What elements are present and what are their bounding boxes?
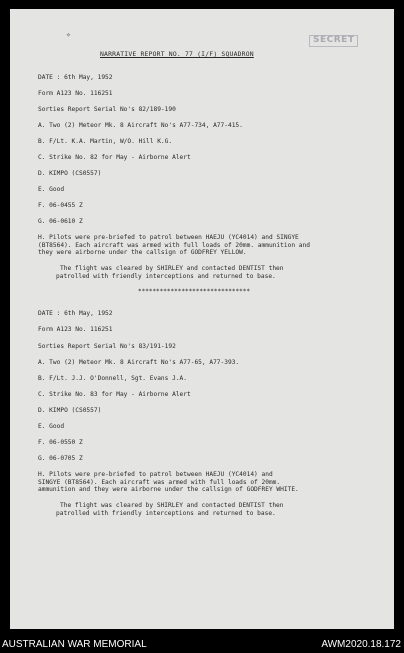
report-2-item-c: C. Strike No. 83 for May - Airborne Alert — [38, 391, 191, 398]
report-2-closing — [56, 502, 284, 517]
report-1-date: DATE : 6th May, 1952 — [38, 74, 113, 81]
report-1-closing-line: patrolled with friendly interceptions and returned to base. — [56, 272, 276, 280]
report-2-item-g: G. 06-0705 Z — [38, 455, 83, 462]
secret-stamp: SECRET — [309, 35, 358, 47]
report-1-item-b: B. F/Lt. K.A. Martin, W/O. Hill K.G. — [38, 138, 173, 145]
report-1-form: Form A123 No. 116251 — [38, 90, 113, 97]
report-2-item-b: B. F/Lt. J.J. O'Donnell, Sgt. Evans J.A. — [38, 375, 188, 382]
report-2-item-h — [38, 471, 299, 494]
report-1-serial: Sorties Report Serial No's 82/189-190 — [38, 106, 176, 113]
section-separator: ******************************* — [138, 288, 250, 295]
report-2-item-f: F. 06-0550 Z — [38, 439, 83, 446]
document-title: NARRATIVE REPORT NO. 77 (I/F) SQUADRON — [100, 50, 254, 58]
report-2-item-h-line: H. Pilots were pre-briefed to patrol between HAEJU (YC4014) and — [38, 471, 273, 478]
footer-accession-number: AWM2020.18.172 — [321, 639, 401, 650]
report-2-closing-line: patrolled with friendly interceptions and returned to base. — [56, 509, 276, 517]
report-1-closing — [56, 265, 284, 280]
footer-institution: AUSTRALIAN WAR MEMORIAL — [2, 639, 147, 650]
report-2-form: Form A123 No. 116251 — [38, 326, 113, 333]
report-1-item-h-line: H. Pilots were pre-briefed to patrol between HAEJU (YC4014) and SINGYE — [38, 234, 299, 241]
report-1-item-d: D. KIMPO (CS0557) — [38, 170, 102, 177]
punch-hole-mark: ✧ — [66, 30, 71, 39]
report-1-closing-line: The flight was cleared by SHIRLEY and contacted DENTIST then — [60, 265, 284, 272]
report-1-item-h-line: they were airborne under the callsign of GODFREY YELLOW. — [38, 249, 247, 257]
report-2-item-h-line: SINGYE (BT8564). Each aircraft was armed with full loads of 20mm. — [38, 478, 281, 486]
report-2-date: DATE : 6th May, 1952 — [38, 310, 113, 317]
report-2-closing-line: The flight was cleared by SHIRLEY and contacted DENTIST then — [60, 502, 284, 509]
report-2-item-e: E. Good — [38, 423, 65, 430]
report-1-item-c: C. Strike No. 82 for May - Airborne Alert — [38, 154, 191, 161]
report-1-item-f: F. 06-0455 Z — [38, 202, 83, 209]
report-2-serial: Sorties Report Serial No's 83/191-192 — [38, 343, 176, 350]
document-page — [10, 9, 394, 629]
report-1-item-a: A. Two (2) Meteor Mk. 8 Aircraft No's A77-734, A77-415. — [38, 122, 243, 129]
report-1-item-e: E. Good — [38, 186, 65, 193]
report-1-item-g: G. 06-0610 Z — [38, 218, 83, 225]
report-1-item-h-line: (BT8564). Each aircraft was armed with full loads of 20mm. ammunition and — [38, 241, 310, 249]
archive-footer — [0, 637, 404, 653]
report-2-item-h-line: ammunition and they were airborne under the callsign of GODFREY WHITE. — [38, 486, 299, 494]
report-2-item-a: A. Two (2) Meteor Mk. 8 Aircraft No's A77-65, A77-393. — [38, 359, 240, 366]
report-1-item-h — [38, 234, 310, 257]
report-2-item-d: D. KIMPO (CS0557) — [38, 407, 102, 414]
